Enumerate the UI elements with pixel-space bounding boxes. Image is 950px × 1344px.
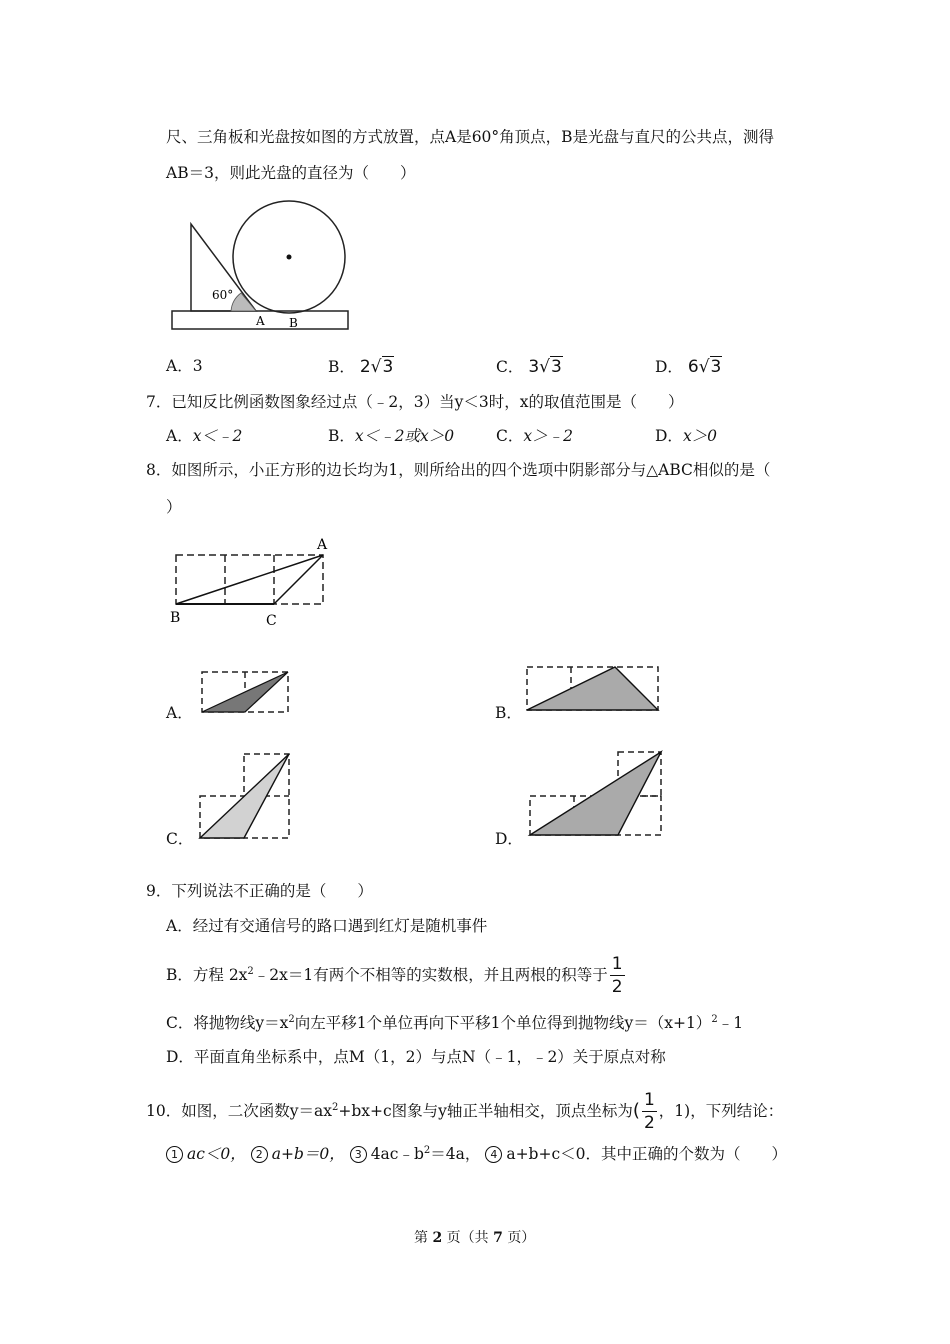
q6-option-a: A．3	[166, 357, 203, 375]
circled-number-4: 4	[485, 1146, 502, 1163]
q8-point-c: C	[266, 613, 277, 629]
q6-stem-line2: AB＝3，则此光盘的直径为（ ）	[166, 164, 416, 182]
q8-point-a: A	[317, 537, 328, 553]
q8-option-d-figure	[524, 748, 666, 840]
q9-option-c: C．将抛物线$y=x^2$向左平移1个单位再向下平移1个单位得到抛物线$y=(x+1)^2﹣1$	[166, 1014, 744, 1033]
circled-number-3: 3	[350, 1146, 367, 1163]
q6-option-b: B． 2√3	[328, 357, 394, 377]
q7-option-a: A．x＜﹣2	[166, 427, 243, 445]
q9-fraction: $\frac{1}{2}$	[611, 954, 623, 997]
q8-option-a-label: A．	[166, 704, 193, 722]
q9-option-b: B．方程 $2x^2﹣2x=1$有两个不相等的实数根，并且两根的积等于 $\frac{1}{2}$	[166, 954, 623, 997]
q8-stem: 8．如图所示，小正方形的边长均为1，则所给出的四个选项中阴影部分与△ABC相似的是（	[146, 461, 771, 479]
q8-point-b: B	[170, 610, 181, 626]
q6-option-c: C． 3√3	[496, 357, 562, 377]
q10-vertex-fraction: $\frac{1}{2}$	[643, 1090, 655, 1133]
q7-option-b: B．x＜﹣2或x＞0	[328, 427, 455, 445]
q10-stem: 10．如图，二次函数$y=ax^2+bx+c$图象与y轴正半轴相交，顶点坐标为( $\frac{1}{2}$ ，1)，下列结论：	[146, 1090, 784, 1133]
q6-option-d: D． 6√3	[655, 357, 722, 377]
q8-stem-cont: ）	[166, 498, 182, 516]
q6-stem-line1: 尺、三角板和光盘按如图的方式放置，点A是60°角顶点，B是光盘与直尺的公共点，测得	[166, 128, 775, 146]
q8-option-b-label: B．	[495, 704, 522, 722]
q10-conclusions: 1 ac＜0， 2 a+b＝0， 3 $4ac﹣b^2=4a$， 4 a+b+c＜0．其中正确的个数为（ ）	[166, 1146, 787, 1163]
q8-option-d-label: D．	[495, 830, 523, 848]
page-footer: 第 2 页（共 7 页）	[414, 1230, 536, 1246]
q9-option-d: D．平面直角坐标系中，点M（1，2）与点N（﹣1，﹣2）关于原点对称	[166, 1048, 666, 1066]
q9-stem: 9．下列说法不正确的是（ ）	[146, 882, 373, 900]
q9-option-a: A．经过有交通信号的路口遇到红灯是随机事件	[166, 917, 488, 935]
q8-option-c-figure	[196, 750, 296, 842]
circled-number-2: 2	[251, 1146, 268, 1163]
q6-angle-label: 60°	[212, 288, 234, 302]
circled-number-1: 1	[166, 1146, 183, 1163]
q7-option-d: D．x＞0	[655, 427, 718, 445]
q7-option-c: C．x＞﹣2	[496, 427, 573, 445]
q8-option-a-figure	[198, 668, 294, 716]
q8-main-figure	[166, 534, 336, 634]
q7-stem: 7．已知反比例函数图象经过点（﹣2，3）当y＜3时，x的取值范围是（ ）	[146, 393, 684, 411]
q8-option-c-label: C．	[166, 830, 194, 848]
q6-point-a: A	[256, 314, 265, 328]
q8-option-b-figure	[522, 663, 662, 715]
q6-point-b: B	[289, 316, 298, 330]
q6-figure	[168, 196, 354, 334]
